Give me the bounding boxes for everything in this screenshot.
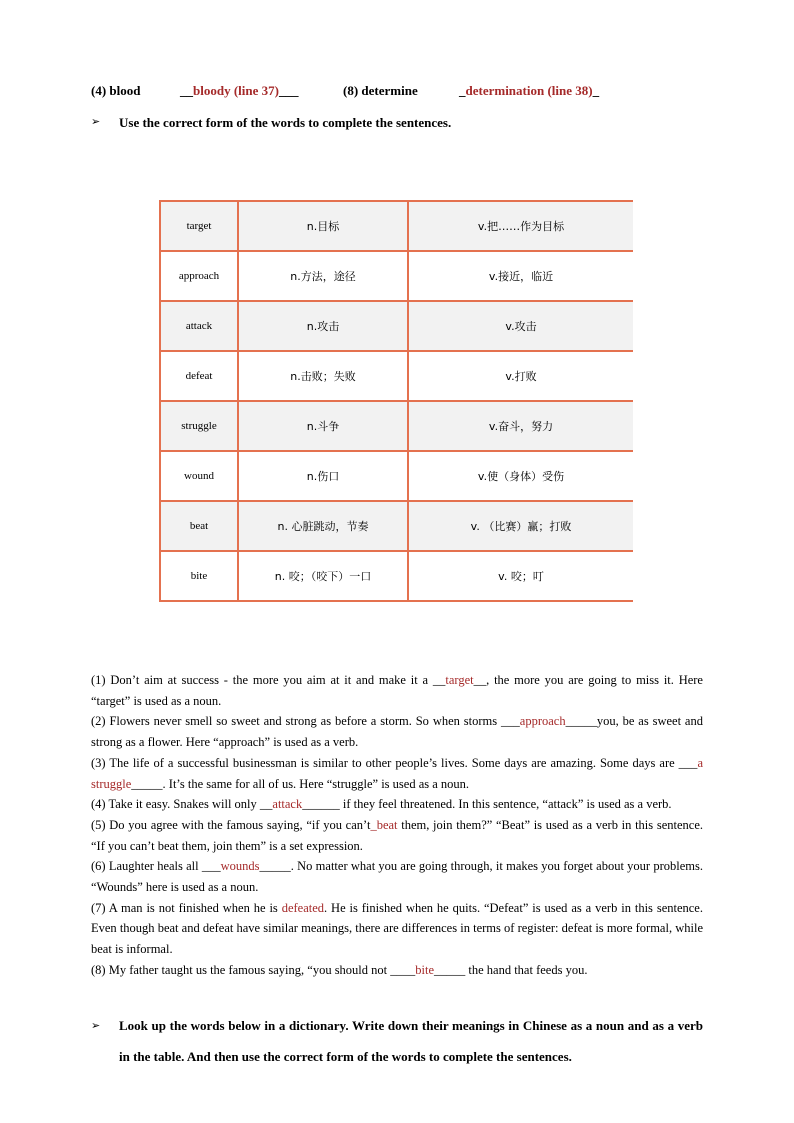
table-row [160, 301, 633, 351]
verb-meaning-cell: v.打败 [408, 351, 633, 401]
arrow-bullet-icon: ➢ [91, 115, 101, 128]
word-cell: beat [160, 501, 238, 551]
sentence-4: (4) Take it easy. Snakes will only __attack______ if they feel threatened. In this sentence, “attack” is used as a verb. [91, 797, 672, 812]
verb-meaning-cell: v.使（身体）受伤 [408, 451, 633, 501]
noun-meaning-cell: n.斗争 [238, 401, 408, 451]
sentence-7: (7) A man is not finished when he is defeated. He is finished when he quits. “Defeat” is used as a verb in this sentence. Even though beat and defeat have similar meanings, there are differences in terms of register: defeat is more formal, while beat is informal. [91, 900, 703, 957]
sentence-5: (5) Do you agree with the famous saying, “if you can’t_beat them, join them?” “Beat” is used as a verb in this sentence. “If you can’t beat them, join them” is a set expression. [91, 817, 703, 853]
sentences-section [91, 670, 703, 981]
verb-meaning-cell: v.攻击 [408, 301, 633, 351]
item8-label: (8) determine [343, 83, 418, 98]
table-row [160, 501, 633, 551]
word-cell: defeat [160, 351, 238, 401]
table-row [160, 251, 633, 301]
sentence-3: (3) The life of a successful businessman is similar to other people’s lives. Some days are amazing. Some days are ___a struggle_____. It’s the same for all of us. Here “struggle” is used as a noun. [91, 755, 703, 791]
word-cell: wound [160, 451, 238, 501]
answer-4: attack [272, 797, 303, 812]
noun-meaning-cell: n.伤口 [238, 451, 408, 501]
verb-meaning-cell: v. （比赛）赢；打败 [408, 501, 633, 551]
word-cell: struggle [160, 401, 238, 451]
word-cell: target [160, 201, 238, 251]
verb-meaning-cell: v.把……作为目标 [408, 201, 633, 251]
answer-2: approach [519, 714, 566, 729]
item8-answer: _determination (line 38)_ [459, 83, 600, 98]
word-cell: bite [160, 551, 238, 601]
table-row [160, 401, 633, 451]
word-cell: approach [160, 251, 238, 301]
arrow-bullet-icon: ➢ [91, 1019, 101, 1032]
verb-meaning-cell: v. 咬；叮 [408, 551, 633, 601]
sentence-2: (2) Flowers never smell so sweet and strong as before a storm. So when storms ___approach_____you, be as sweet and strong as a flower. Here “approach” is used as a verb. [91, 714, 703, 750]
table-row [160, 551, 633, 601]
answer-1: target [445, 673, 474, 687]
answer-8: bite [415, 962, 435, 977]
sentence-6: (6) Laughter heals all ___wounds_____. No matter what you are going through, it makes you forget about your problems. “Wounds” here is used as a noun. [91, 859, 703, 895]
table-row [160, 201, 633, 251]
verb-meaning-cell: v.接近，临近 [408, 251, 633, 301]
noun-meaning-cell: n. 心脏跳动，节奏 [238, 501, 408, 551]
instruction-2 [91, 1010, 703, 1072]
sentence-8: (8) My father taught us the famous saying, “you should not ____bite_____ the hand that feeds you. [91, 962, 588, 977]
item4-answer: __bloody (line 37)___ [180, 83, 299, 98]
table-row [160, 351, 633, 401]
noun-meaning-cell: n. 咬；（咬下）一口 [238, 551, 408, 601]
vocabulary-table [159, 200, 633, 602]
table-row [160, 451, 633, 501]
instruction-1-text: Use the correct form of the words to complete the sentences. [119, 115, 452, 130]
verb-meaning-cell: v.奋斗，努力 [408, 401, 633, 451]
noun-meaning-cell: n.击败；失败 [238, 351, 408, 401]
noun-meaning-cell: n.方法，途径 [238, 251, 408, 301]
answer-5: _beat [370, 817, 398, 832]
noun-meaning-cell: n.攻击 [238, 301, 408, 351]
sentence-1: (1) Don’t aim at success - the more you aim at it and make it a __target__, the more you are going to miss it. Here “target” is used as a noun. [91, 673, 703, 708]
answer-3: a struggle [91, 755, 703, 791]
answer-7: defeated [281, 900, 325, 915]
noun-meaning-cell: n.目标 [238, 201, 408, 251]
answer-6: wounds [220, 859, 260, 874]
word-cell: attack [160, 301, 238, 351]
item4-label: (4) blood [91, 83, 141, 98]
instruction-2-text: Look up the words below in a dictionary. Write down their meanings in Chinese as a noun and as a verb in the table. And then use the correct form of the words to complete the sentences. [119, 1018, 703, 1064]
